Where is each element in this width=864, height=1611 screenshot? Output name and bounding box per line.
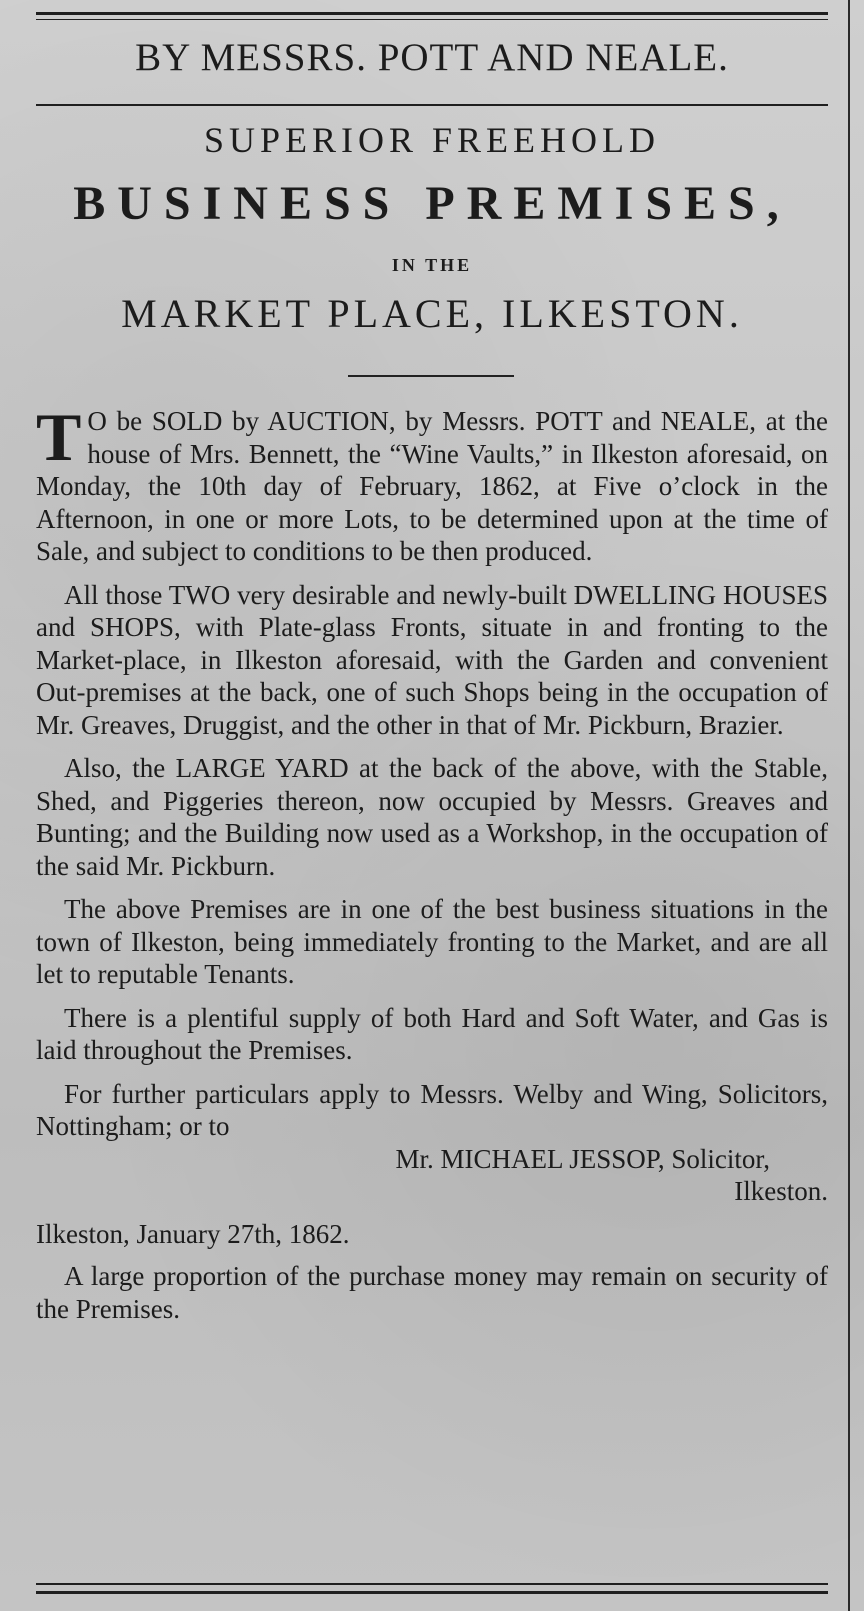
purchase-money-paragraph: A large proportion of the purchase money may remain on security of the Premises. bbox=[36, 1261, 828, 1324]
auction-paragraph-text: O be SOLD by AUCTION, by Messrs. POTT and NEALE, at the house of Mrs. Bennett, the “Wine Vaults,” in Ilkeston aforesaid, on Monday, the 10th day of February, 1862, at Five o’clock in the Afternoon, in one or more Lots, to be determined upon at the time of Sale, and subject to conditions to be then produced. bbox=[36, 406, 828, 566]
column-rule bbox=[848, 0, 850, 1611]
bottom-rule-thin bbox=[36, 1583, 828, 1585]
solicitor-name: Mr. MICHAEL JESSOP, Solicitor, bbox=[395, 1143, 770, 1174]
top-rule-thin bbox=[36, 19, 828, 20]
bottom-rule-thick bbox=[36, 1591, 828, 1594]
dateline: Ilkeston, January 27th, 1862. bbox=[36, 1218, 350, 1249]
heading-rule bbox=[36, 104, 828, 106]
title-location: MARKET PLACE, ILKESTON. bbox=[121, 291, 743, 336]
particulars-paragraph: For further particulars apply to Messrs. Welby and Wing, Solicitors, Nottingham; or to bbox=[36, 1078, 828, 1141]
large-yard-paragraph: Also, the LARGE YARD at the back of the above, with the Stable, Shed, and Piggeries thereon, now occupied by Messrs. Greaves and Bunting; and the Building now used as a Workshop, in the occupation of the said Mr. Pickburn. bbox=[36, 753, 828, 881]
auctioneer-heading: BY MESSRS. POTT AND NEALE. bbox=[135, 36, 729, 79]
drop-cap: T bbox=[36, 399, 82, 475]
water-gas-paragraph: There is a plentiful supply of both Hard and Soft Water, and Gas is laid throughout the Premises. bbox=[36, 1002, 828, 1065]
auction-paragraph bbox=[36, 399, 828, 568]
title-business-premises: BUSINESS PREMISES, bbox=[73, 177, 791, 230]
solicitor-place: Ilkeston. bbox=[734, 1176, 828, 1206]
advertisement-body bbox=[36, 399, 828, 1336]
dwelling-houses-paragraph: All those TWO very desirable and newly-built DWELLING HOUSES and SHOPS, with Plate-glass Fronts, situate in and fronting to the Market-place, in Ilkeston aforesaid, with the Garden and convenient Out-premises at the back, one of such Shops being in the occupation of Mr. Greaves, Druggist, and the other in that of Mr. Pickburn, Brazier. bbox=[36, 579, 828, 740]
title-superior-freehold: SUPERIOR FREEHOLD bbox=[203, 120, 661, 160]
premises-situation-paragraph: The above Premises are in one of the best business situations in the town of Ilkeston, being immediately fronting to the Market, and are all let to reputable Tenants. bbox=[36, 894, 828, 989]
title-divider bbox=[348, 375, 514, 377]
top-rule-thick bbox=[36, 12, 828, 15]
title-in-the: IN THE bbox=[391, 255, 473, 275]
